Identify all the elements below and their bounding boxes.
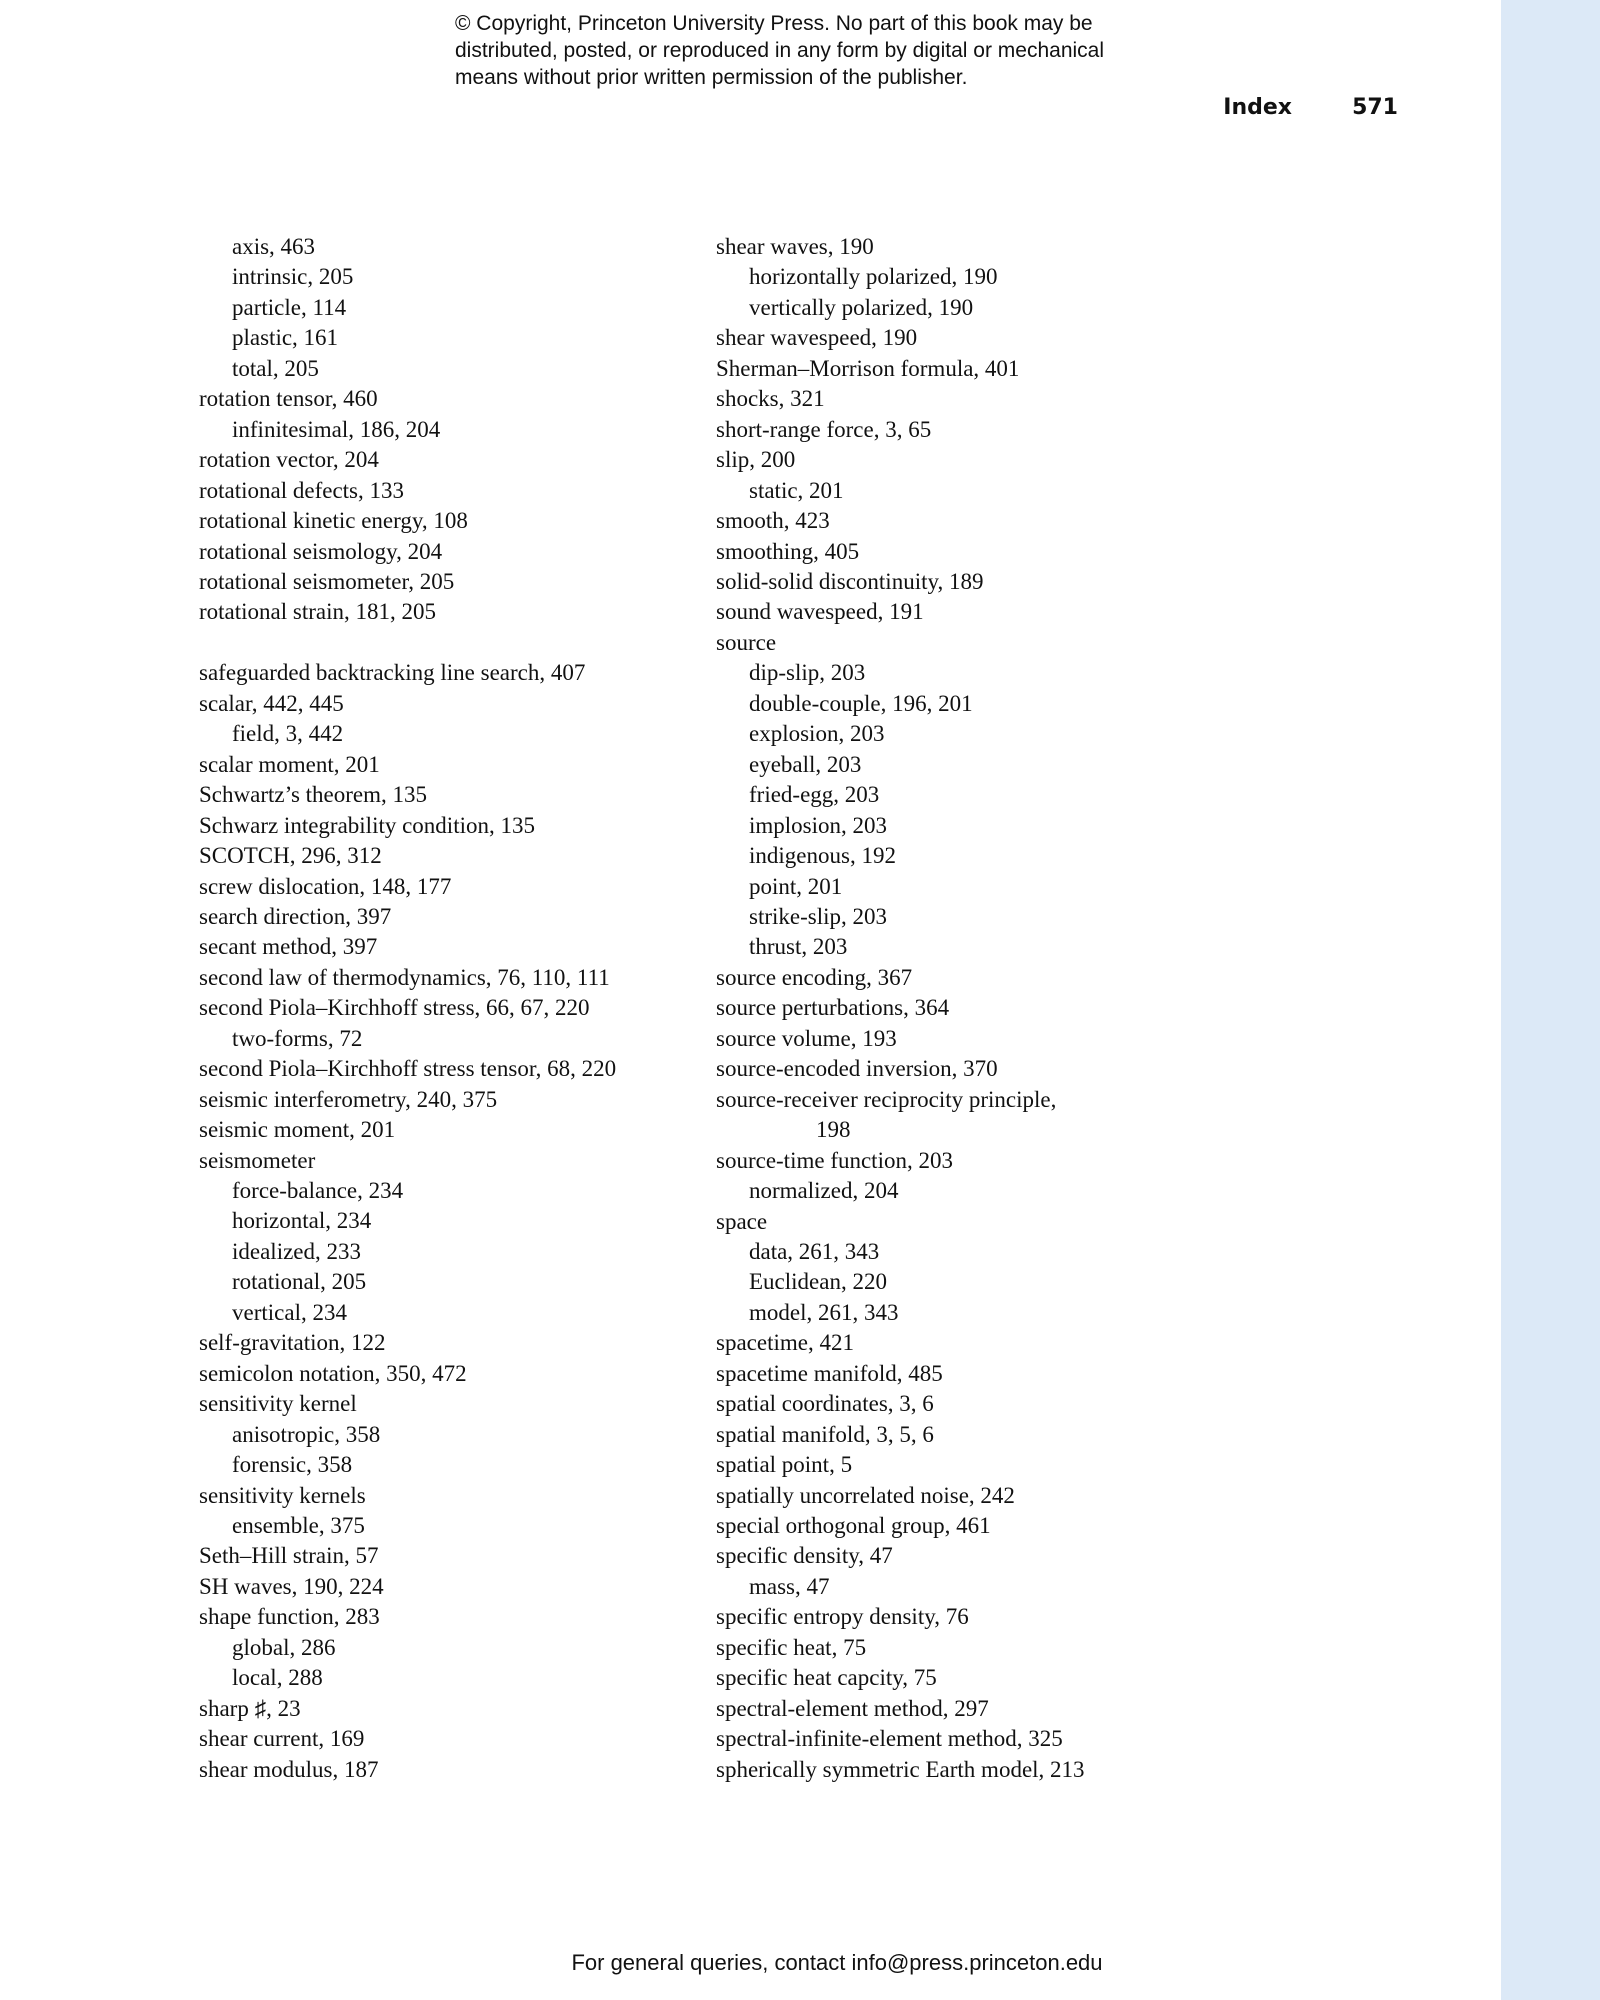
index-subentry: field, 3, 442 (232, 721, 344, 747)
index-entry: shape function, 283 (199, 1604, 380, 1630)
index-subentry: axis, 463 (232, 234, 316, 259)
footer-contact: For general queries, contact info@press.princeton.edu (571, 1950, 1103, 1975)
index-entry: rotational strain, 181, 205 (199, 599, 436, 625)
index-subentry: explosion, 203 (749, 721, 885, 747)
index-entry: source-encoded inversion, 370 (716, 1056, 998, 1082)
index-entry: sensitivity kernel (199, 1391, 357, 1417)
index-subentry: horizontal, 234 (232, 1208, 372, 1234)
index-entry: slip, 200 (716, 447, 796, 473)
index-entry: spatial coordinates, 3, 6 (716, 1391, 934, 1417)
index-subentry: Euclidean, 220 (749, 1269, 887, 1295)
index-entry: shear waves, 190 (716, 234, 874, 259)
index-entry: spectral-element method, 297 (716, 1695, 989, 1721)
index-subentry: thrust, 203 (749, 934, 848, 960)
index-entry: space (716, 1208, 768, 1234)
index-entry: rotational kinetic energy, 108 (199, 508, 468, 534)
index-entry: smoothing, 405 (716, 538, 860, 564)
index-entry: source perturbations, 364 (716, 995, 950, 1021)
index-entry: seismometer (199, 1147, 316, 1173)
index-entry: specific heat, 75 (716, 1634, 867, 1660)
index-entry: rotation tensor, 460 (199, 386, 378, 412)
index-subentry: global, 286 (232, 1634, 336, 1660)
section-title: Index (1223, 95, 1292, 120)
index-subentry: double-couple, 196, 201 (749, 690, 973, 716)
index-subentry: data, 261, 343 (749, 1238, 880, 1264)
index-subentry: total, 205 (232, 355, 319, 381)
index-entry: second Piola–Kirchhoff stress tensor, 68, 220 (199, 1056, 617, 1082)
footer (0, 1950, 1600, 1976)
index-entry: sensitivity kernels (199, 1482, 366, 1508)
index-subentry: model, 261, 343 (749, 1299, 899, 1325)
index-entry: Schwarz integrability condition, 135 (199, 812, 535, 838)
index-entry: second Piola–Kirchhoff stress, 66, 67, 220 (199, 995, 590, 1021)
index-column-right (716, 232, 1276, 1785)
index-subentry: point, 201 (749, 873, 843, 899)
index-subentry: dip-slip, 203 (749, 660, 866, 686)
index-subentry: static, 201 (749, 477, 844, 503)
copyright-line: distributed, posted, or reproduced in any form by digital or mechanical (455, 39, 1105, 62)
running-header (1150, 95, 1400, 125)
index-subentry: anisotropic, 358 (232, 1421, 381, 1447)
index-entry: self-gravitation, 122 (199, 1330, 386, 1356)
index-subentry: two-forms, 72 (232, 1025, 363, 1051)
index-letter-gap (199, 628, 699, 658)
index-subentry: mass, 47 (749, 1573, 830, 1599)
index-subentry: idealized, 233 (232, 1238, 362, 1264)
copyright-notice (455, 10, 1175, 91)
index-subentry: eyeball, 203 (749, 751, 862, 777)
index-entry: spatial point, 5 (716, 1452, 853, 1478)
index-entry: spatially uncorrelated noise, 242 (716, 1482, 1015, 1508)
index-entry: source volume, 193 (716, 1025, 897, 1051)
index-subentry: infinitesimal, 186, 204 (232, 416, 441, 442)
index-subentry: particle, 114 (232, 294, 347, 320)
index-subentry: local, 288 (232, 1665, 323, 1691)
index-entry: search direction, 397 (199, 903, 392, 929)
page-number: 571 (1352, 95, 1398, 120)
index-subentry: rotational, 205 (232, 1269, 367, 1295)
index-entry: safeguarded backtracking line search, 407 (199, 660, 586, 686)
index-entry: seismic moment, 201 (199, 1117, 396, 1143)
index-entry: source encoding, 367 (716, 964, 913, 990)
index-entry: spacetime manifold, 485 (716, 1360, 943, 1386)
index-entry: scalar, 442, 445 (199, 690, 344, 716)
index-entry: specific density, 47 (716, 1543, 893, 1569)
index-subentry: vertically polarized, 190 (749, 294, 974, 320)
index-entry: specific heat capcity, 75 (716, 1665, 937, 1691)
index-entry: smooth, 423 (716, 508, 830, 534)
index-entry: solid-solid discontinuity, 189 (716, 568, 984, 594)
index-entry: source-receiver reciprocity principle, (716, 1086, 1057, 1112)
index-entry: shocks, 321 (716, 386, 825, 412)
index-subentry: horizontally polarized, 190 (749, 264, 998, 290)
index-entry: SH waves, 190, 224 (199, 1573, 384, 1599)
index-subentry: ensemble, 375 (232, 1513, 365, 1539)
index-entry: spacetime, 421 (716, 1330, 854, 1356)
index-entry: shear wavespeed, 190 (716, 325, 918, 351)
index-subentry: forensic, 358 (232, 1452, 353, 1478)
index-entry: screw dislocation, 148, 177 (199, 873, 452, 899)
index-subentry: fried-egg, 203 (749, 782, 880, 808)
index-entry: Seth–Hill strain, 57 (199, 1543, 379, 1569)
index-entry: rotational seismology, 204 (199, 538, 443, 564)
index-entry: seismic interferometry, 240, 375 (199, 1086, 498, 1112)
index-entry: spatial manifold, 3, 5, 6 (716, 1421, 934, 1447)
index-subentry: intrinsic, 205 (232, 264, 354, 290)
copyright-line: means without prior written permission of the publisher. (455, 66, 968, 89)
index-entry-continuation: 198 (816, 1117, 851, 1143)
index-entry: shear modulus, 187 (199, 1756, 379, 1782)
index-entry: spherically symmetric Earth model, 213 (716, 1756, 1085, 1782)
index-entry: secant method, 397 (199, 934, 378, 960)
index-subentry: indigenous, 192 (749, 843, 896, 869)
index-subentry: strike-slip, 203 (749, 903, 887, 929)
index-entry: source-time function, 203 (716, 1147, 953, 1173)
side-margin-strip (1501, 0, 1600, 2000)
index-subentry: vertical, 234 (232, 1299, 347, 1325)
index-entry: sound wavespeed, 191 (716, 599, 924, 625)
index-entry: special orthogonal group, 461 (716, 1513, 991, 1539)
index-column-left (199, 232, 699, 1785)
index-entry: scalar moment, 201 (199, 751, 380, 777)
index-subentry: implosion, 203 (749, 812, 888, 838)
index-entry: rotation vector, 204 (199, 447, 379, 473)
index-entry: rotational seismometer, 205 (199, 568, 455, 594)
index-entry: shear current, 169 (199, 1726, 365, 1752)
index-subentry: force-balance, 234 (232, 1178, 404, 1204)
index-subentry: normalized, 204 (749, 1178, 899, 1204)
index-entry: rotational defects, 133 (199, 477, 405, 503)
index-entry: source (716, 629, 777, 655)
index-subentry: plastic, 161 (232, 325, 339, 351)
index-entry: semicolon notation, 350, 472 (199, 1360, 467, 1386)
copyright-line: © Copyright, Princeton University Press. No part of this book may be (455, 12, 1093, 35)
index-entry: sharp ♯, 23 (199, 1695, 301, 1721)
index-entry: spectral-infinite-element method, 325 (716, 1726, 1063, 1752)
index-entry: short-range force, 3, 65 (716, 416, 932, 442)
index-entry: Schwartz’s theorem, 135 (199, 782, 428, 808)
index-entry: SCOTCH, 296, 312 (199, 843, 382, 869)
index-entry: specific entropy density, 76 (716, 1604, 969, 1630)
index-entry: second law of thermodynamics, 76, 110, 111 (199, 964, 610, 990)
index-entry: Sherman–Morrison formula, 401 (716, 355, 1020, 381)
